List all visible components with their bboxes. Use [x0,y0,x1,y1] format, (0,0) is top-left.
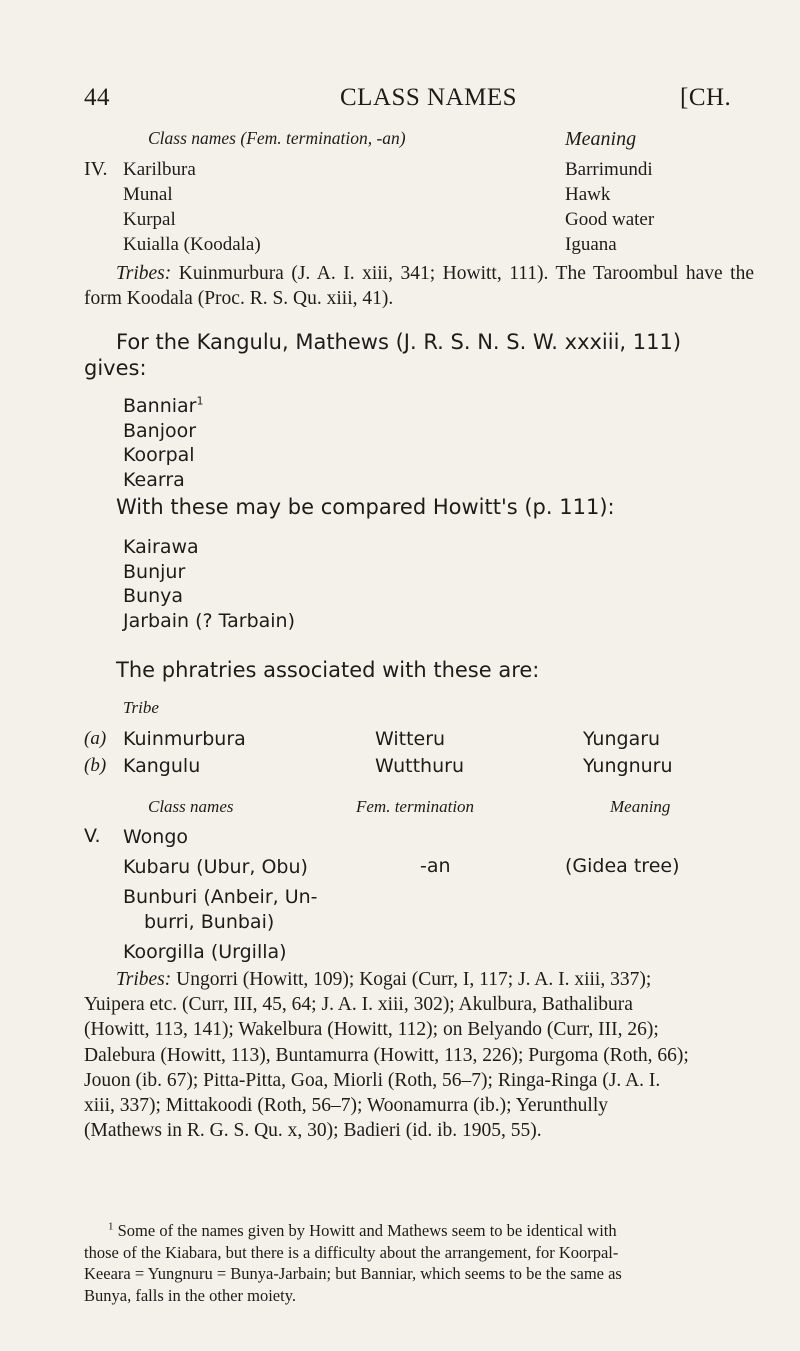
list-item: Banjoor [123,419,197,442]
section5-names [123,825,318,965]
kangulu-intro-line1: For the Kangulu, Mathews (J. R. S. N. S. W. xxxiii, 111) [116,330,682,354]
kangulu-intro-line2: gives: [84,356,147,380]
meaning: Barrimundi [565,159,653,180]
section4-numeral: IV. [84,158,108,180]
section5-col-meaning-header: Meaning [610,797,671,816]
phratry-1: Witteru [375,728,446,750]
tribes-line: Jouon (ib. 67); Pitta-Pitta, Goa, Miorli (Roth, 56–7); Ringa-Ringa (J. A. I. [84,1069,661,1091]
phratry-1: Wutthuru [375,755,464,777]
chapter-marker: [CH. [680,84,732,111]
class-name: Kubaru (Ubur, Obu) [123,856,308,878]
footnote-line: $^1$ Some of the names given by Howitt and Mathews seem to be identical with [108,1220,617,1240]
footnote-ref: 1 [196,394,204,408]
howitt-list [123,535,295,633]
footnote-line: Keeara = Yungnuru = Bunya-Jarbain; but Banniar, which seems to be the same as [84,1264,622,1283]
row-label: (a) [84,728,107,749]
tribes-line: (Mathews in R. G. S. Qu. x, 30); Badieri (id. ib. 1905, 55). [84,1120,542,1142]
class-name: Munal [123,184,173,205]
tribes-line: xiii, 337); Mittakoodi (Roth, 56–7); Woonamurra (ib.); Yerunthully [84,1095,608,1117]
class-name: Karilbura [123,159,196,180]
section5-tribes-paragraph [84,967,754,1143]
list-item: Koorpal [123,444,195,466]
howitt-intro: With these may be compared Howitt's (p. 111): [116,495,615,519]
tribes-label: Tribes: [116,969,172,990]
class-name: Bunburi (Anbeir, Un- [123,886,318,908]
tribes-line: Tribes: Ungorri (Howitt, 109); Kogai (Curr, I, 117; J. A. I. xiii, 337); [116,969,652,990]
tribes-text-1: Kuinmurbura (J. A. I. xiii, 341; Howitt, 111). The Taroombul [178,263,679,284]
list-item: Banniar$^1$ [123,394,204,417]
section5-col-class-header: Class names [148,797,234,816]
class-name: Koorgilla (Urgilla) [123,941,287,963]
list-item: Kearra [123,468,185,491]
footnote-line: those of the Kiabara, but there is a difficulty about the arrangement, for Koorpal- [84,1242,619,1262]
running-title: CLASS NAMES [340,84,518,111]
footnote-mark: 1 [108,1220,114,1233]
tribes-text-2: have the form Koodala (Proc. R. S. Qu. xiii, 41). [84,263,754,310]
footnote [84,1220,754,1306]
class-name: Kuialla (Koodala) [123,234,261,255]
tribe-name: Kuinmurbura [123,728,246,750]
list-item: Kairawa [123,536,199,558]
section5-numeral: V. [84,825,101,847]
section5-col-fem-header: Fem. termination [356,797,475,816]
tribe-column-header: Tribe [123,698,159,717]
row-label: (b) [84,755,107,776]
meaning: Good water [565,209,655,230]
list-item: Bunjur [123,560,186,583]
phratries-intro: The phratries associated with these are: [116,658,540,682]
meaning: Hawk [565,184,611,205]
tribes-line: (Howitt, 113, 141); Wakelbura (Howitt, 112); on Belyando (Curr, III, 26); [84,1019,659,1041]
section4-names [123,157,261,257]
tribes-line: Dalebura (Howitt, 113), Buntamurra (Howitt, 113, 226); Purgoma (Roth, 66); [84,1044,689,1066]
class-name: Wongo [123,826,189,848]
list-item: Jarbain (? Tarbain) [123,609,296,632]
section4-col-meaning-header: Meaning [565,128,637,150]
list-item: Bunya [123,585,184,607]
col-class-label: Class names [148,128,236,148]
section4-col-class-header [148,128,406,149]
phratry-2: Yungnuru [583,755,673,777]
footnote-line: Bunya, falls in the other moiety. [84,1285,297,1305]
section4-tribes-paragraph [84,261,754,311]
tribes-label: Tribes: [116,263,172,284]
tribe-name: Kangulu [123,755,201,777]
page-number: 44 [84,84,110,111]
section4-meanings [565,157,654,257]
section5-fem-termination: -an [420,855,451,877]
phratry-2: Yungaru [583,728,661,750]
meaning: Iguana [565,234,617,255]
col-class-paren: (Fem. termination, -an) [240,128,406,148]
kangulu-list [123,394,204,492]
section5-meaning: (Gidea tree) [565,855,680,877]
class-name: Kurpal [123,209,176,230]
class-name: burri, Bunbai) [144,911,275,933]
tribes-line: Yuipera etc. (Curr, III, 45, 64; J. A. I. xiii, 302); Akulbura, Bathalibura [84,994,633,1016]
